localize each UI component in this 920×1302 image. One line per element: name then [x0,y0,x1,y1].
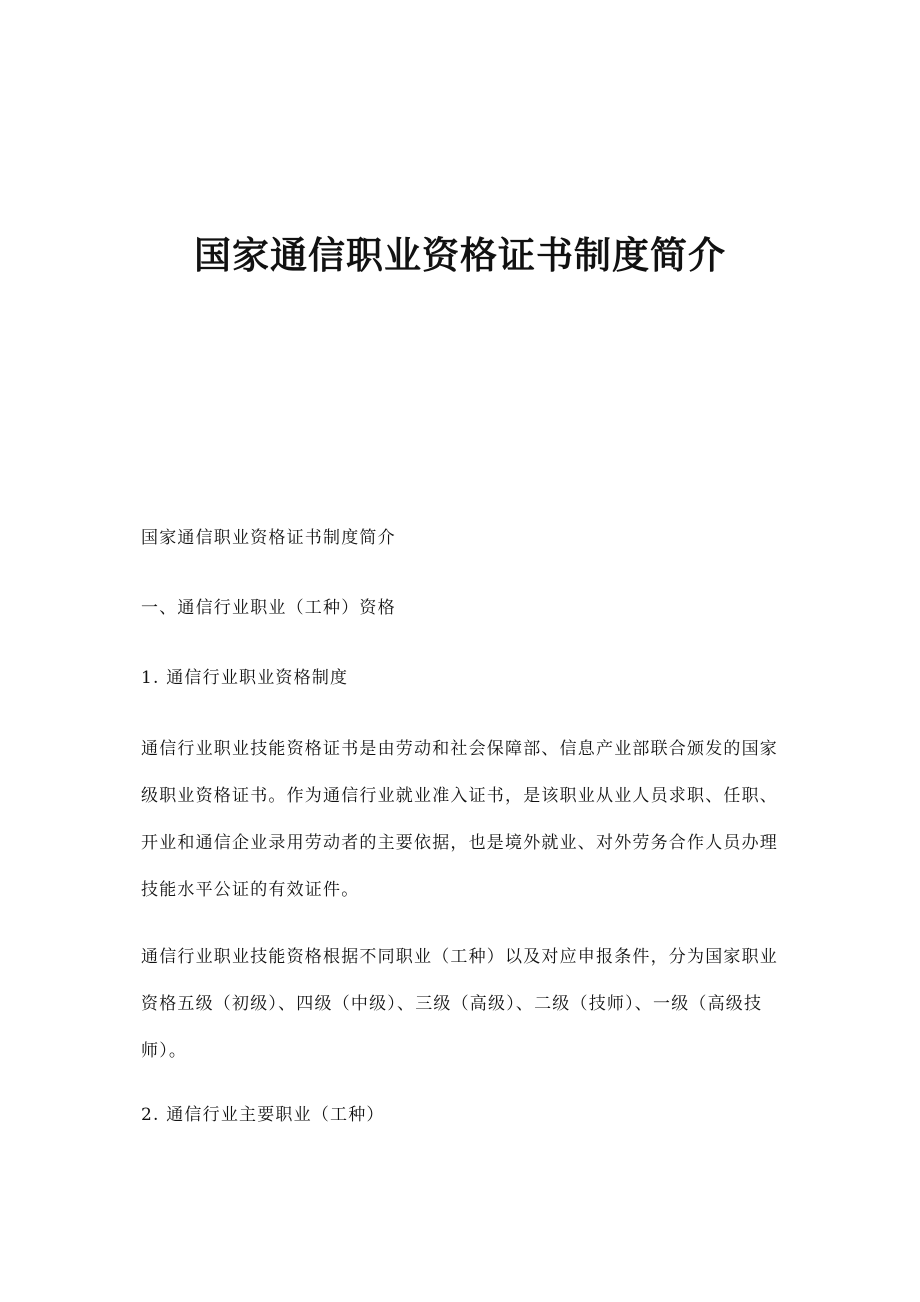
subsection-heading-1: 1. 通信行业职业资格制度 [141,668,349,688]
paragraph-2: 通信行业职业技能资格根据不同职业（工种）以及对应申报条件，分为国家职业资格五级（初级）、四级（中级）、三级（高级）、二级（技师）、一级（高级技师）。 [141,947,778,1061]
document-subtitle: 国家通信职业资格证书制度简介 [141,528,396,548]
section-heading-1: 一、通信行业职业（工种）资格 [141,598,396,618]
document-body [141,520,781,1133]
document-title: 国家通信职业资格证书制度简介 [194,233,726,277]
subsection-heading-2: 2. 通信行业主要职业（工种） [141,1105,385,1125]
paragraph-1: 通信行业职业技能资格证书是由劳动和社会保障部、信息产业部联合颁发的国家级职业资格证书。作为通信行业就业准入证书，是该职业从业人员求职、任职、开业和通信企业录用劳动者的主要依据，也是境外就业、对外劳务合作人员办理技能水平公证的有效证件。 [141,739,778,900]
